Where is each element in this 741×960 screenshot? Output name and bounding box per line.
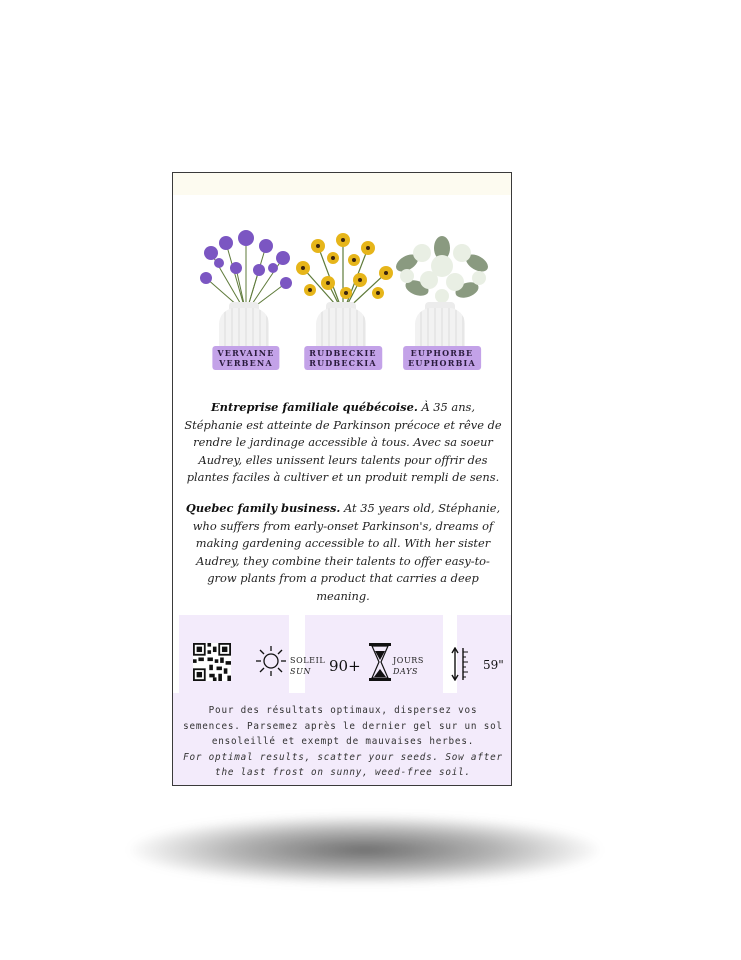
hourglass-icon <box>369 643 391 681</box>
plant-label-rudbeckia <box>304 346 382 370</box>
intro-body-en: At 35 years old, Stéphanie, who suffers from early-onset Parkinson's, dreams of making gardening accessible to all. With her sister Audrey, they combine their talents to offer easy-to-grow plants from a product that carries a deep meaning. <box>192 501 501 603</box>
qr-code-icon[interactable] <box>193 643 231 681</box>
plant-label-verbena <box>212 346 279 370</box>
days-label-en: DAYS <box>393 667 419 676</box>
plant-label-euphorbia <box>403 346 481 370</box>
planting-note-fr: Pour des résultats optimaux, dispersez vos semences. Parsemez après le dernier gel sur un sol ensoleillé et exempt de mauvaises herbes. <box>183 705 503 748</box>
intro-lead-en: Quebec family business. <box>185 501 341 515</box>
plant-rudbeckia <box>288 228 398 378</box>
plant-name-en: RUDBECKIA <box>309 358 377 368</box>
intro-paragraph-fr <box>183 399 503 487</box>
seed-packet-card <box>172 172 512 786</box>
days-value: 90+ <box>329 657 361 675</box>
plant-name-en: VERBENA <box>219 358 273 368</box>
planting-note <box>183 703 503 781</box>
days-label-fr: JOURS <box>393 656 425 665</box>
plant-name-fr: VERVAINE <box>217 348 275 358</box>
plant-euphorbia <box>387 228 497 378</box>
sun-label-fr: SOLEIL <box>290 656 326 665</box>
plant-name-fr: EUPHORBE <box>410 348 474 358</box>
intro-body-fr: À 35 ans, Stéphanie est atteinte de Parkinson précoce et rêve de rendre le jardinage accessible à tous. Avec sa soeur Audrey, elles unissent leurs talents pour offrir des plantes faciles à cultiver et un produit rempli de sens. <box>184 400 502 485</box>
sun-icon <box>255 645 287 677</box>
planting-note-en: For optimal results, scatter your seeds. Sow after the last frost on sunny, weed-free soil. <box>183 751 503 779</box>
days-label <box>393 655 424 677</box>
card-shadow <box>130 815 600 885</box>
plant-verbena <box>191 228 301 378</box>
sun-label-en: SUN <box>290 667 312 676</box>
height-icon <box>451 647 471 681</box>
intro-lead-fr: Entreprise familiale québécoise. <box>210 400 418 414</box>
icon-row <box>173 643 511 687</box>
intro-paragraph-en <box>183 500 503 606</box>
top-band <box>173 173 511 195</box>
plant-name-en: EUPHORBIA <box>408 358 476 368</box>
sun-label <box>290 655 325 677</box>
plant-name-fr: RUDBECKIE <box>309 348 377 358</box>
height-value: 59" <box>483 658 504 672</box>
